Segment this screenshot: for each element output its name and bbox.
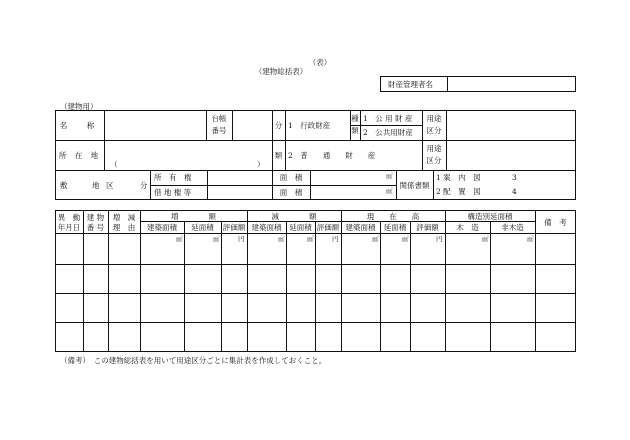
area-label-2: 面 積 [279, 188, 303, 197]
table-row[interactable] [56, 265, 575, 292]
col-current: 現 在 高 [366, 212, 420, 221]
doc-option-2[interactable]: 2 配 置 図 [436, 187, 481, 196]
sub-inc-value: 評価額 [222, 223, 246, 232]
col-date-2: 年月日 [57, 223, 81, 232]
unit-inc-building: ㎡ [176, 235, 183, 243]
sqm-unit-1: ㎡ [386, 172, 393, 180]
class-label-2: 類 [274, 151, 283, 160]
section-label: （建物用） [60, 102, 98, 111]
area-label-1: 面 積 [279, 173, 303, 182]
use-label-4: 区分 [426, 156, 442, 165]
paren-close: ） [257, 160, 265, 169]
col-decrease: 減 額 [271, 212, 317, 221]
sub-dec-floor-area: 延面積 [289, 223, 312, 232]
sub-dec-building-area: 建築面積 [251, 223, 282, 232]
unit-dec-building: ㎡ [278, 235, 285, 243]
use-label-2: 区分 [426, 126, 442, 135]
table-row[interactable] [56, 294, 575, 321]
unit-dec-value: 円 [332, 235, 339, 243]
sub-cur-building-area: 建築面積 [345, 223, 376, 232]
table-row[interactable] [56, 323, 575, 351]
name-label: 名 称 [59, 121, 101, 130]
type-option-2[interactable]: 2 公共用財産 [363, 128, 413, 137]
doc-option-4[interactable]: 4 [512, 187, 517, 196]
use-label-1: 用途 [426, 114, 442, 123]
page-title: （建物総括表） [254, 67, 308, 76]
use-field-2[interactable] [448, 142, 574, 168]
col-remarks: 備 考 [544, 218, 567, 227]
ledger-number-field[interactable] [234, 112, 270, 138]
type-label-2: 類 [351, 126, 359, 135]
sub-wood: 木 造 [456, 223, 479, 232]
manager-field[interactable] [450, 78, 573, 90]
own-label: 所 有 権 [154, 173, 192, 182]
ledger-label-1: 台帳 [211, 114, 227, 123]
ledger-label-2: 番号 [211, 126, 227, 135]
sub-nonwood: 非木造 [501, 223, 524, 232]
location-label: 所 在 地 [58, 151, 102, 160]
form-tag: （表） [308, 58, 332, 67]
use-field-1[interactable] [448, 112, 574, 138]
sub-cur-floor-area: 延面積 [383, 223, 407, 232]
lease-label: 借 地 権 等 [154, 188, 192, 197]
unit-dec-floor: ㎡ [307, 235, 314, 243]
location-field[interactable] [106, 142, 270, 168]
class-option-1[interactable]: 1 行政財産 [288, 121, 331, 130]
unit-cur-value: 円 [436, 235, 443, 243]
col-date-1: 異 動 [57, 213, 81, 222]
own-area-field[interactable] [312, 172, 384, 184]
unit-nonwood: ㎡ [527, 235, 534, 243]
col-increase: 増 額 [171, 212, 216, 221]
unit-wood: ㎡ [482, 235, 489, 243]
col-bldg-2: 番 号 [86, 223, 105, 232]
class-label-1: 分 [274, 121, 283, 130]
sub-cur-value: 評価額 [416, 223, 439, 232]
col-reason-1: 増 減 [112, 213, 136, 222]
land-label-b: 地 [92, 181, 100, 190]
doc-option-3[interactable]: 3 [512, 173, 517, 182]
own-field[interactable] [209, 172, 270, 184]
land-label-c: 区 [106, 181, 114, 190]
footer-note: （備考） この建物総括表を用いて用途区分ごとに集計表を作成しておくこと。 [60, 356, 327, 365]
name-field[interactable] [106, 112, 204, 138]
lease-area-field[interactable] [312, 187, 384, 199]
class-option-2[interactable]: 2 普 通 財 産 [288, 151, 376, 160]
land-label-d: 分 [140, 181, 148, 190]
unit-cur-building: ㎡ [372, 235, 379, 243]
use-label-3: 用途 [426, 144, 442, 153]
manager-label: 財産管理者名 [388, 80, 433, 89]
paren-open: （ [110, 160, 118, 169]
sub-dec-value: 評価額 [316, 223, 340, 232]
type-option-1[interactable]: 1 公 用 財 産 [363, 114, 413, 123]
table-row[interactable] [56, 235, 575, 263]
lease-field[interactable] [209, 187, 270, 199]
sqm-unit-2: ㎡ [386, 187, 393, 195]
sub-inc-building-area: 建築面積 [147, 223, 177, 232]
doc-option-1[interactable]: 1 案 内 図 [436, 173, 481, 182]
col-structure: 構造別延面積 [467, 212, 513, 221]
col-bldg-1: 建 物 [86, 213, 105, 222]
type-label-1: 種 [351, 114, 359, 123]
unit-inc-value: 円 [238, 235, 245, 243]
docs-label: 関係書類 [399, 181, 430, 190]
unit-inc-floor: ㎡ [213, 235, 220, 243]
unit-cur-floor: ㎡ [402, 235, 409, 243]
land-label-a: 敷 [60, 181, 68, 190]
col-reason-2: 理 由 [112, 223, 136, 232]
sub-inc-floor-area: 延面積 [191, 223, 214, 232]
